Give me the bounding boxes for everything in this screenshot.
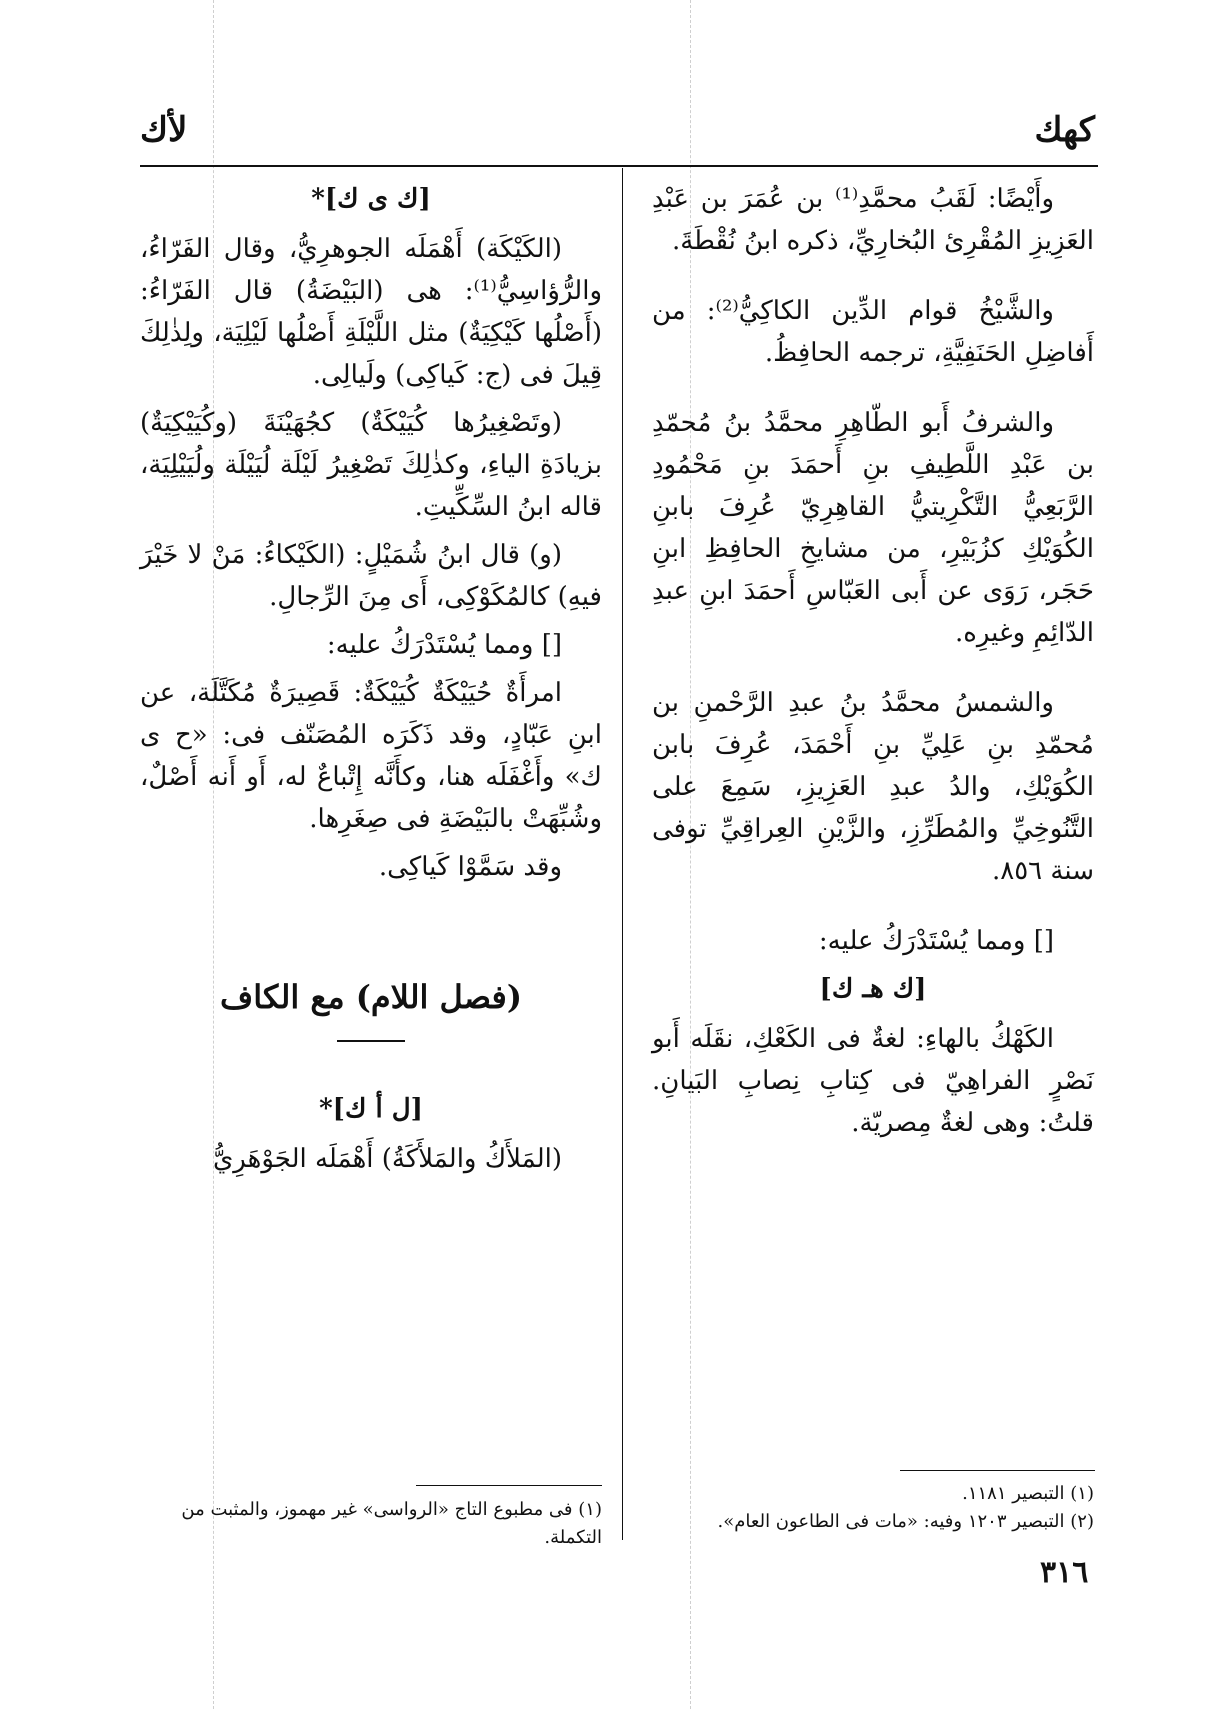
footnote-rule <box>900 1470 1095 1471</box>
paragraph: الكَهْكُ بالهاءِ: لغةٌ فى الكَعْكِ، نقَلَه أَبو نَصْرٍ الفراهِيّ فى كِتابِ نِصابِ البَيانِ. قلتُ: وهى لغةٌ مِصريّة. <box>652 1024 1094 1138</box>
section-heading: (فصل اللام) مع الكاف <box>140 976 602 1018</box>
paragraph: (و) قال ابنُ شُمَيْلٍ: (الكَيْكاءُ: مَنْ لا خَيْرَ فيهِ) كالمُكَوْكِى، أَى مِنَ الرِّجالِ. <box>140 540 602 612</box>
footnote: (٢) التبصير ١٢٠٣ وفيه: «مات فى الطاعون العام». <box>717 1511 1094 1532</box>
addendum-note: [] ومما يُسْتَدْرَكُ عليه: <box>326 630 562 660</box>
footnote-rule <box>416 1485 602 1486</box>
running-header-right: كهك <box>1034 110 1095 150</box>
footnote: (١) فى مطبوع التاج «الرواسى» غير مهموز، والمثبت من التكملة. <box>181 1499 602 1548</box>
entry-heading: [ك ى ك]* <box>311 184 431 214</box>
entry-heading: [ل أ ك]* <box>319 1094 423 1124</box>
paragraph: (الكَيْكَة) أَهْمَلَه الجوهرِيُّ، وقال الفَرّاءُ، والرُّؤاسِيُّ⁽¹⁾: هى (البَيْضَةُ) قال الفَرّاءُ: (أَصْلُها كَيْكِيَةٌ) مثل اللَّيْلَةِ أَصْلُها لَيْلِيَة، ولِذٰلِكَ قِيلَ فى (ج: كَياكِى) ولَيالِى. <box>140 234 602 390</box>
footnotes-left <box>140 1496 602 1552</box>
paragraph: والشمسُ محمَّدُ بنُ عبدِ الرَّحْمنِ بن مُحمّدِ بنِ عَلِيِّ بنِ أَحْمَدَ، عُرِفَ بابن الكُوَيْكِ، والدُ عبدِ العَزِيزِ، سَمِعَ على التَّنُوخِيِّ والمُطَرِّزِ، والزَّيْنِ العِراقِيِّ توفى سنة ٨٥٦. <box>652 688 1094 886</box>
paragraph: امرأَةٌ حُيَيْكَةٌ كُيَيْكَةٌ: قَصِيرَةٌ مُكَتَّلَة، عن ابنِ عَبّادٍ، وقد ذَكَرَه المُصَنّف فى: «ح ى ك» وأَغْفَلَه هنا، وكأَنَّه إِتْباعٌ له، أَو أَنه أَصْلٌ، وشُبِّهَتْ بالبَيْضَةِ فى صِغَرِها. <box>140 678 602 834</box>
addendum-note: [] ومما يُسْتَدْرَكُ عليه: <box>818 926 1054 956</box>
left-column <box>140 178 602 1186</box>
right-column <box>652 178 1094 1172</box>
footnote: (١) التبصير ١١٨١. <box>962 1483 1094 1504</box>
paragraph: وأَيْضًا: لَقَبُ محمَّدِ⁽¹⁾ بن عُمَرَ بن عَبْدِ العَزِيزِ المُقْرِئ البُخارِيِّ، ذكره ابنُ نُقْطَةَ. <box>652 184 1094 256</box>
entry-heading: [ك هـ ك] <box>819 974 927 1004</box>
paragraph: وقد سَمَّوْا كَياكِى. <box>378 852 562 882</box>
footnotes-right <box>652 1480 1094 1536</box>
header-rule <box>140 165 1098 167</box>
paragraph: (وتَصْغِيرُها كُيَيْكَةٌ) كجُهَيْنَةَ (وكُيَيْكِيَةٌ) بزيادَةِ الياءِ، وكذٰلِكَ تَصْغِيرُ لَيْلَة لُيَيْلَة ولُيَيْلِيَة، قاله ابنُ السِّكِّيتِ. <box>140 408 602 522</box>
column-divider <box>622 168 623 1540</box>
paragraph: والشرفُ أَبو الطّاهِرِ محمَّدُ بنُ مُحمّدِ بن عَبْدِ اللَّطِيفِ بنِ أَحمَدَ بنِ مَحْمُودِ الرَّبَعِيُّ التَّكْرِيتيُّ القاهِرِيّ عُرِفَ بابنِ الكُوَيْكِ كزُبَيْرِ، من مشايخِ الحافِظِ ابنِ حَجَر، رَوَى عن أَبى العَبّاسِ أَحمَدَ ابنِ عبدِ الدّائِمِ وغيرِه. <box>652 408 1094 648</box>
page-number: ٣١٦ <box>1040 1555 1089 1590</box>
running-header-left: لأك <box>140 110 188 150</box>
paragraph: والشَّيْخُ قوام الدِّين الكاكِيُّ⁽²⁾: من أَفاضِلِ الحَنَفِيَّةِ، ترجمه الحافِظُ. <box>652 296 1094 368</box>
paragraph: (المَلأَكُ والمَلأَكَةُ) أَهْمَلَه الجَوْهَرِيُّ <box>212 1144 562 1174</box>
